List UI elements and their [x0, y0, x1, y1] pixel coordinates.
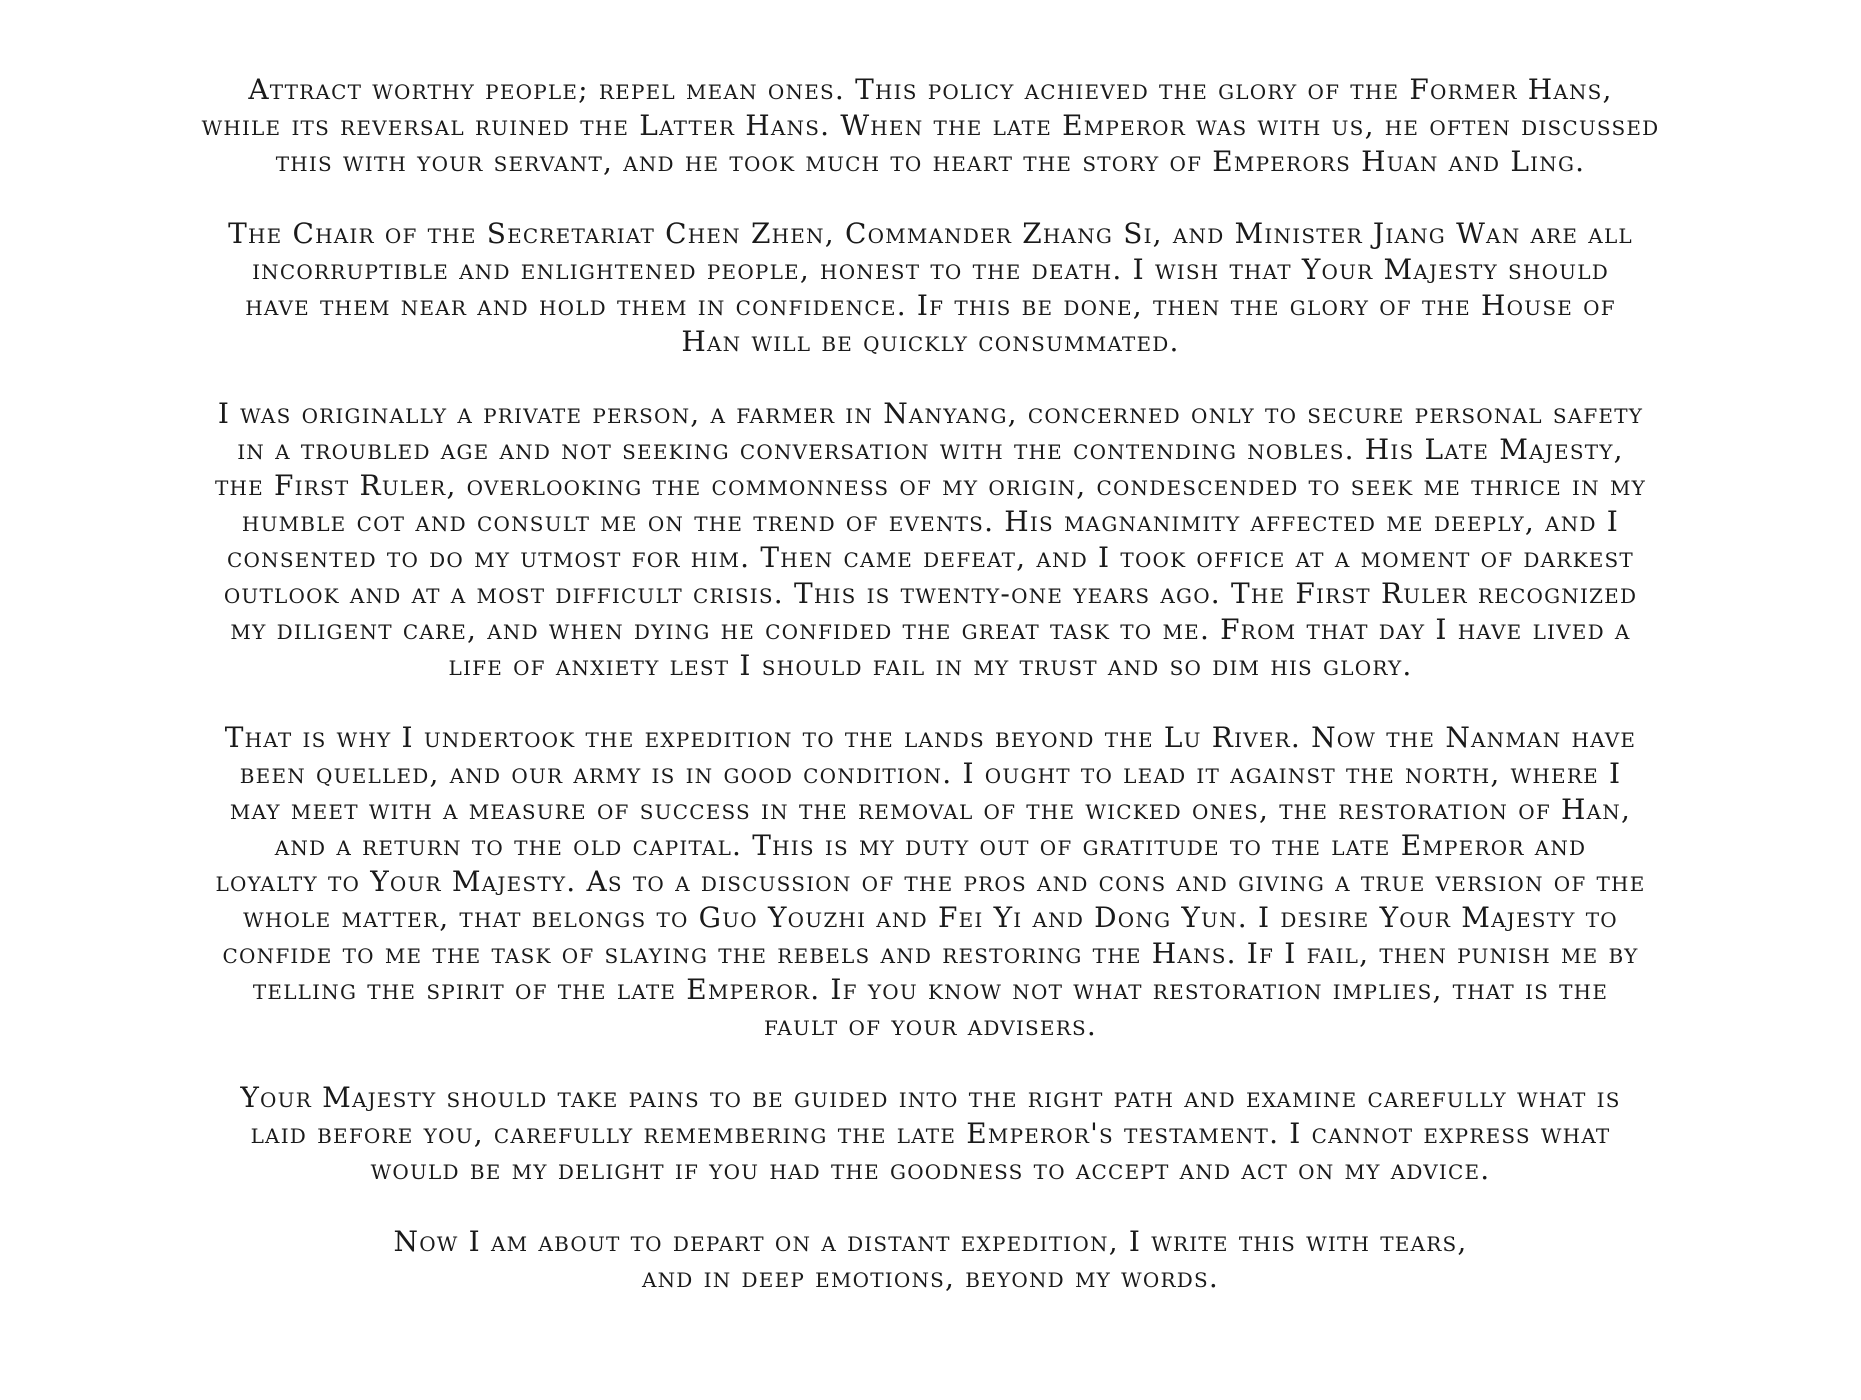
- text-line: I was originally a private person, a farmer in Nanyang, concerned only to secure personal safety: [217, 397, 1644, 430]
- text-line: may meet with a measure of success in the removal of the wicked ones, the restoration of Han,: [229, 793, 1632, 826]
- text-line: while its reversal ruined the Latter Hans. When the late Emperor was with us, he often discussed: [201, 109, 1660, 142]
- text-line: Your Majesty should take pains to be guided into the right path and examine carefully what is: [240, 1081, 1621, 1114]
- memorial-text: [0, 72, 1861, 1332]
- text-line: confide to me the task of slaying the rebels and restoring the Hans. If I fail, then punish me by: [222, 937, 1639, 970]
- text-line: the First Ruler, overlooking the commonness of my origin, condescended to seek me thrice in my: [214, 469, 1647, 502]
- text-line: Now I am about to depart on a distant expedition, I write this with tears,: [393, 1225, 1468, 1258]
- text-line: fault of your advisers.: [764, 1009, 1097, 1042]
- paragraph-5: [0, 1080, 1861, 1188]
- text-line: life of anxiety lest I should fail in my trust and so dim his glory.: [448, 649, 1413, 682]
- text-line: loyalty to Your Majesty. As to a discussion of the pros and cons and giving a true version of the: [215, 865, 1646, 898]
- text-line: this with your servant, and he took much to heart the story of Emperors Huan and Ling.: [275, 145, 1586, 178]
- text-line: humble cot and consult me on the trend of events. His magnanimity affected me deeply, and I: [241, 505, 1620, 538]
- text-line: Han will be quickly consummated.: [681, 325, 1180, 358]
- text-line: incorruptible and enlightened people, honest to the death. I wish that Your Majesty should: [252, 253, 1609, 286]
- text-line: telling the spirit of the late Emperor. If you know not what restoration implies, that is the: [252, 973, 1609, 1006]
- paragraph-4: [0, 720, 1861, 1044]
- text-line: and a return to the old capital. This is my duty out of gratitude to the late Emperor and: [274, 829, 1587, 862]
- text-line: Attract worthy people; repel mean ones. This policy achieved the glory of the Former Hans,: [248, 73, 1613, 106]
- text-line: been quelled, and our army is in good condition. I ought to lead it against the north, where I: [239, 757, 1622, 790]
- text-line: whole matter, that belongs to Guo Youzhi and Fei Yi and Dong Yun. I desire Your Majesty to: [243, 901, 1618, 934]
- text-line: outlook and at a most difficult crisis. This is twenty-one years ago. The First Ruler recognized: [223, 577, 1638, 610]
- paragraph-6: [0, 1224, 1861, 1296]
- text-line: in a troubled age and not seeking conversation with the contending nobles. His Late Majesty,: [237, 433, 1624, 466]
- text-line: would be my delight if you had the goodness to accept and act on my advice.: [370, 1153, 1491, 1186]
- text-line: have them near and hold them in confidence. If this be done, then the glory of the House of: [245, 289, 1616, 322]
- paragraph-2: [0, 216, 1861, 360]
- text-line: consented to do my utmost for him. Then came defeat, and I took office at a moment of darkest: [227, 541, 1634, 574]
- paragraph-1: [0, 72, 1861, 180]
- text-line: That is why I undertook the expedition to the lands beyond the Lu River. Now the Nanman have: [224, 721, 1637, 754]
- text-line: and in deep emotions, beyond my words.: [641, 1261, 1220, 1294]
- paragraph-3: [0, 396, 1861, 684]
- text-line: The Chair of the Secretariat Chen Zhen, Commander Zhang Si, and Minister Jiang Wan are all: [228, 217, 1633, 250]
- text-line: my diligent care, and when dying he confided the great task to me. From that day I have lived a: [230, 613, 1631, 646]
- text-line: laid before you, carefully remembering the late Emperor's testament. I cannot express what: [250, 1117, 1611, 1150]
